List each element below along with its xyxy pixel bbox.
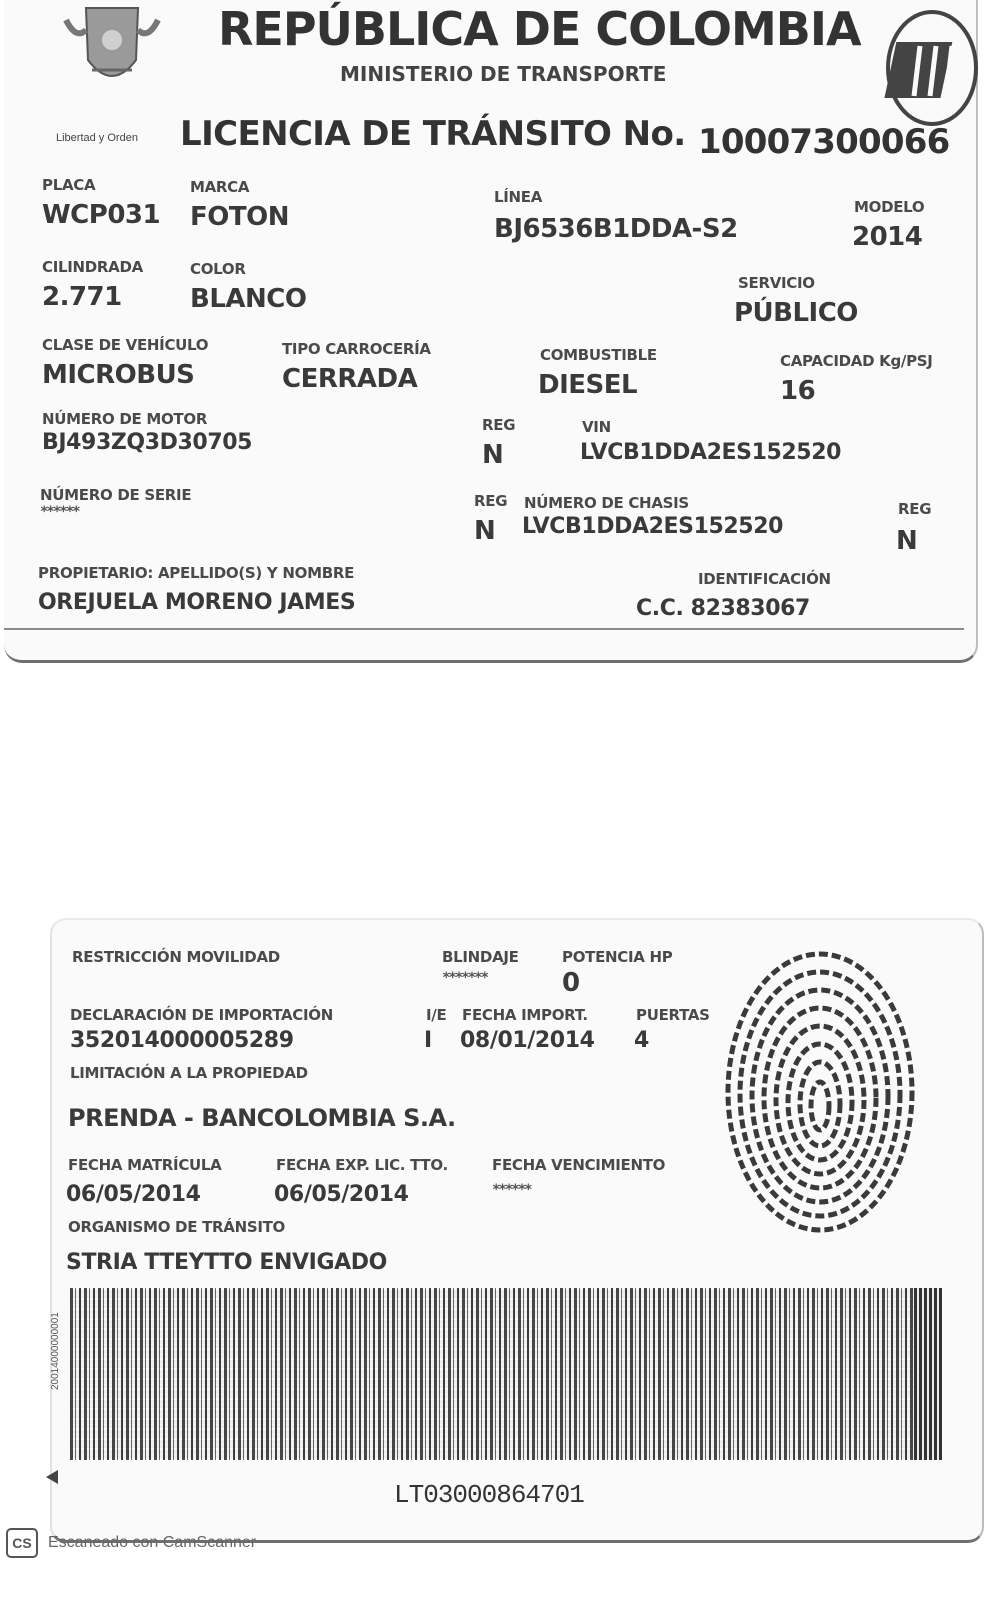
propietario-label: PROPIETARIO: APELLIDO(S) Y NOMBRE — [38, 564, 355, 582]
color-label: COLOR — [190, 260, 246, 278]
vin-value: LVCB1DDA2ES152520 — [580, 440, 842, 465]
license-front-card — [4, 0, 978, 663]
linea-label: LÍNEA — [494, 188, 543, 206]
country-title: REPÚBLICA DE COLOMBIA — [218, 2, 861, 56]
fecha-import-label: FECHA IMPORT. — [462, 1006, 588, 1024]
license-back-card — [50, 918, 984, 1543]
clase-value: MICROBUS — [42, 360, 195, 390]
camscanner-logo-icon: CS — [6, 1528, 38, 1558]
chasis-value: LVCB1DDA2ES152520 — [522, 514, 784, 539]
organismo-value: STRIA TTEYTTO ENVIGADO — [66, 1250, 387, 1275]
carroceria-value: CERRADA — [282, 364, 418, 394]
ministry-logo-icon — [884, 6, 980, 128]
chasis-label: NÚMERO DE CHASIS — [524, 494, 689, 512]
blindaje-value: ******* — [442, 970, 488, 986]
fecha-matricula-label: FECHA MATRÍCULA — [68, 1156, 222, 1174]
ie-value: I — [424, 1028, 432, 1053]
capacidad-value: 16 — [780, 376, 816, 406]
fecha-exp-value: 06/05/2014 — [274, 1182, 409, 1207]
motor-value: BJ493ZQ3D30705 — [42, 430, 253, 455]
reg3-label: REG — [898, 500, 932, 518]
serie-label: NÚMERO DE SERIE — [40, 486, 192, 504]
cilindrada-value: 2.771 — [42, 282, 122, 312]
coat-of-arms-icon — [56, 0, 168, 110]
combustible-label: COMBUSTIBLE — [540, 346, 657, 364]
vin-label: VIN — [582, 418, 611, 436]
puertas-value: 4 — [634, 1028, 649, 1053]
pdf417-barcode — [70, 1288, 942, 1460]
serial-number: LT03000864701 — [394, 1480, 584, 1510]
modelo-value: 2014 — [852, 222, 923, 252]
scanner-watermark-text: Escaneado con CamScanner — [48, 1534, 257, 1551]
reg1-label: REG — [482, 416, 516, 434]
modelo-label: MODELO — [854, 198, 925, 216]
placa-label: PLACA — [42, 176, 96, 194]
fecha-venc-label: FECHA VENCIMIENTO — [492, 1156, 666, 1174]
potencia-value: 0 — [562, 968, 580, 998]
motto-text: Libertad y Orden — [56, 132, 138, 144]
limitacion-label: LIMITACIÓN A LA PROPIEDAD — [70, 1064, 308, 1082]
ie-label: I/E — [426, 1006, 447, 1024]
fecha-matricula-value: 06/05/2014 — [66, 1182, 201, 1207]
reg2-label: REG — [474, 492, 508, 510]
reg2-value: N — [474, 516, 496, 546]
marca-value: FOTON — [190, 202, 289, 232]
barcode-stop-pattern — [914, 1288, 942, 1460]
motor-label: NÚMERO DE MOTOR — [42, 410, 208, 428]
reg1-value: N — [482, 440, 504, 470]
blindaje-label: BLINDAJE — [442, 948, 519, 966]
limitacion-value: PRENDA - BANCOLOMBIA S.A. — [68, 1104, 456, 1132]
serie-value: ****** — [40, 504, 79, 520]
capacidad-label: CAPACIDAD Kg/PSJ — [780, 352, 933, 370]
servicio-label: SERVICIO — [738, 274, 815, 292]
color-value: BLANCO — [190, 284, 307, 314]
fecha-exp-label: FECHA EXP. LIC. TTO. — [276, 1156, 448, 1174]
reg3-value: N — [896, 526, 918, 556]
linea-value: BJ6536B1DDA-S2 — [494, 214, 738, 244]
barcode-side-code: 20014000000001 — [50, 1312, 61, 1390]
carroceria-label: TIPO CARROCERÍA — [282, 340, 431, 358]
triangle-marker-icon — [44, 1468, 60, 1486]
organismo-label: ORGANISMO DE TRÁNSITO — [68, 1218, 285, 1236]
fecha-venc-value: ****** — [492, 1182, 531, 1198]
identificacion-value: C.C. 82383067 — [636, 596, 810, 621]
ministry-subtitle: MINISTERIO DE TRANSPORTE — [340, 62, 667, 86]
identificacion-label: IDENTIFICACIÓN — [698, 570, 831, 588]
marca-label: MARCA — [190, 178, 250, 196]
servicio-value: PÚBLICO — [734, 298, 858, 328]
placa-value: WCP031 — [42, 200, 161, 230]
propietario-value: OREJUELA MORENO JAMES — [38, 590, 356, 615]
restriccion-label: RESTRICCIÓN MOVILIDAD — [72, 948, 280, 966]
declaracion-value: 352014000005289 — [70, 1028, 294, 1053]
potencia-label: POTENCIA HP — [562, 948, 673, 966]
fingerprint-icon — [720, 942, 920, 1242]
license-label: LICENCIA DE TRÁNSITO No. — [180, 114, 686, 154]
declaracion-label: DECLARACIÓN DE IMPORTACIÓN — [70, 1006, 333, 1024]
cilindrada-label: CILINDRADA — [42, 258, 143, 276]
combustible-value: DIESEL — [538, 370, 638, 400]
fecha-import-value: 08/01/2014 — [460, 1028, 595, 1053]
clase-label: CLASE DE VEHÍCULO — [42, 336, 209, 354]
license-number: 10007300066 — [698, 122, 950, 162]
card-divider — [4, 628, 964, 630]
puertas-label: PUERTAS — [636, 1006, 710, 1024]
